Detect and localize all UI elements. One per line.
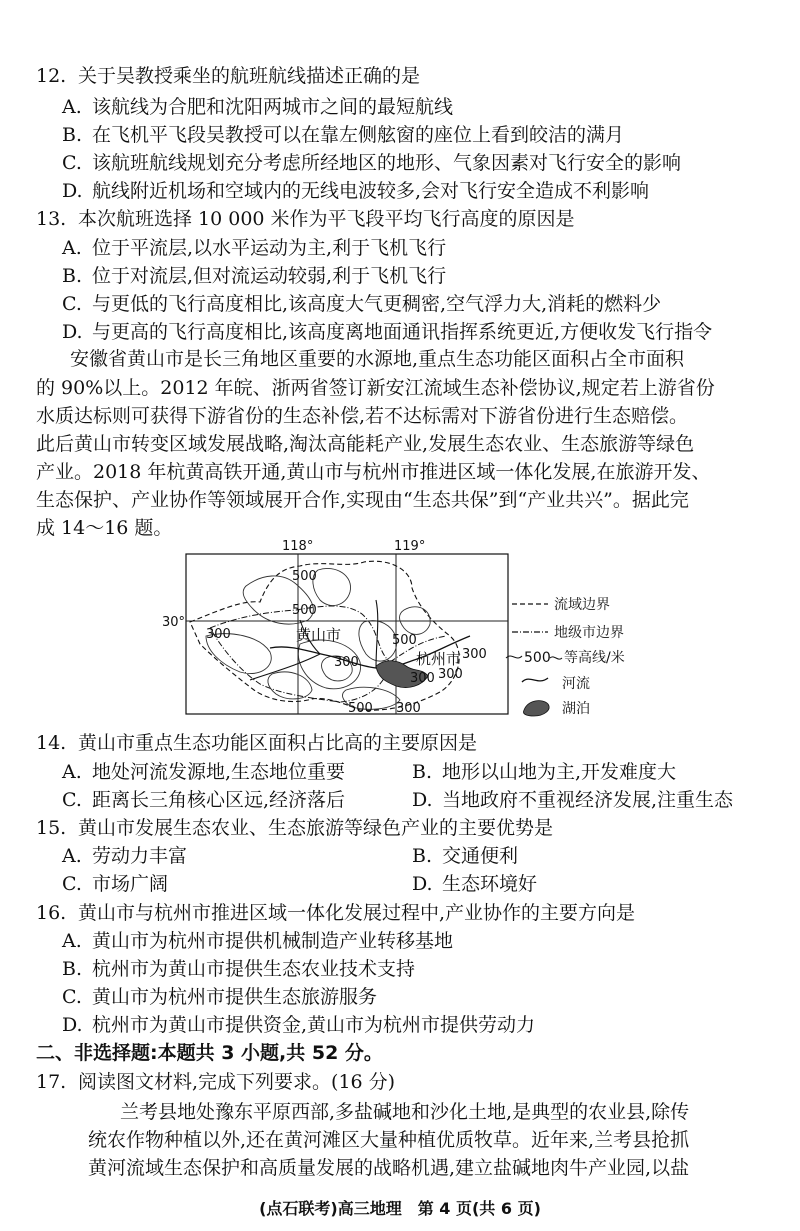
contour-label: 300 <box>462 647 487 662</box>
question-15-option-d[interactable]: D. 生态环境好 <box>412 873 538 895</box>
question-16-option-c[interactable]: C. 黄山市为杭州市提供生态旅游服务 <box>62 986 378 1008</box>
contour-label: 500 <box>392 633 417 648</box>
legend-contour-value: 500 <box>524 650 551 666</box>
page-footer: (点石联考)高三地理 第 4 页(共 6 页) <box>259 1199 541 1218</box>
city-label-huangshan: 黄山市 <box>296 626 342 644</box>
legend-watershed-label: 流域边界 <box>554 597 610 613</box>
passage-line: 产业。2018 年杭黄高铁开通,黄山市与杭州市推进区域一体化发展,在旅游开发、 <box>36 461 711 483</box>
city-label-hangzhou: 杭州市 <box>416 650 462 668</box>
question-12-option-d[interactable]: D. 航线附近机场和空域内的无线电波较多,会对飞行安全造成不利影响 <box>62 180 650 202</box>
question-13-option-b[interactable]: B. 位于对流层,但对流运动较弱,利于飞机飞行 <box>62 265 447 287</box>
contour-label: 500 <box>292 603 317 618</box>
passage-line: 水质达标则可获得下游省份的生态补偿,若不达标需对下游省份进行生态赔偿。 <box>36 405 689 427</box>
passage-line: 此后黄山市转变区域发展战略,淘汰高能耗产业,发展生态农业、生态旅游等绿色 <box>36 433 695 455</box>
question-14-option-d[interactable]: D. 当地政府不重视经济发展,注重生态 <box>412 789 734 811</box>
legend-river-label: 河流 <box>562 676 590 692</box>
question-15-stem: 15. 黄山市发展生态农业、生态旅游等绿色产业的主要优势是 <box>36 817 554 839</box>
material-line: 兰考县地处豫东平原西部,多盐碱地和沙化土地,是典型的农业县,除传 <box>120 1101 690 1123</box>
legend-river-symbol <box>522 678 548 682</box>
question-13-option-a[interactable]: A. 位于平流层,以水平运动为主,利于飞机飞行 <box>62 237 447 259</box>
contour-line <box>268 672 312 699</box>
legend-lake-symbol <box>523 701 549 716</box>
question-13-option-d[interactable]: D. 与更高的飞行高度相比,该高度离地面通讯指挥系统更近,方便收发飞行指令 <box>62 321 713 343</box>
question-16-option-d[interactable]: D. 杭州市为黄山市提供资金,黄山市为杭州市提供劳动力 <box>62 1014 536 1036</box>
passage-line: 生态保护、产业协作等领域展开合作,实现由“生态共保”到“产业共兴”。据此完 <box>36 489 689 511</box>
question-15-option-a[interactable]: A. 劳动力丰富 <box>62 845 188 867</box>
legend-lake-label: 湖泊 <box>562 701 590 717</box>
question-12-option-b[interactable]: B. 在飞机平飞段吴教授可以在靠左侧舷窗的座位上看到皎洁的满月 <box>62 124 625 146</box>
lon-label-119: 119° <box>394 540 426 554</box>
passage-line: 成 14～16 题。 <box>36 517 173 539</box>
question-13-stem: 13. 本次航班选择 10 000 米作为平飞段平均飞行高度的原因是 <box>36 208 575 230</box>
contour-label: 300 <box>206 627 231 642</box>
question-15-option-b[interactable]: B. 交通便利 <box>412 845 519 867</box>
river-tributary <box>250 654 320 680</box>
river-tributary <box>376 600 378 668</box>
legend-contour-symbol-tail <box>550 657 562 659</box>
huangshan-map <box>150 540 650 720</box>
question-16-stem: 16. 黄山市与杭州市推进区域一体化发展过程中,产业协作的主要方向是 <box>36 902 636 924</box>
contour-label: 300 <box>410 671 435 686</box>
question-15-option-c[interactable]: C. 市场广阔 <box>62 873 169 895</box>
question-12-stem: 12. 关于吴教授乘坐的航班航线描述正确的是 <box>36 65 421 87</box>
legend-contour-label: 等高线/米 <box>564 650 625 666</box>
lon-label-118: 118° <box>282 540 314 554</box>
contour-label: 500 <box>348 701 373 716</box>
question-12-option-a[interactable]: A. 该航线为合肥和沈阳两城市之间的最短航线 <box>62 96 454 118</box>
question-14-option-a[interactable]: A. 地处河流发源地,生态地位重要 <box>62 761 346 783</box>
question-16-option-a[interactable]: A. 黄山市为杭州市提供机械制造产业转移基地 <box>62 930 454 952</box>
contour-label: 300 <box>396 701 421 716</box>
passage-line: 安徽省黄山市是长三角地区重要的水源地,重点生态功能区面积占全市面积 <box>70 348 685 370</box>
lat-label-30: 30° <box>162 615 186 630</box>
question-13-option-c[interactable]: C. 与更低的飞行高度相比,该高度大气更稠密,空气浮力大,消耗的燃料少 <box>62 293 662 315</box>
question-17-stem: 17. 阅读图文材料,完成下列要求。(16 分) <box>36 1071 396 1093</box>
material-line: 黄河流域生态保护和高质量发展的战略机遇,建立盐碱地肉牛产业园,以盐 <box>88 1157 690 1179</box>
contour-line <box>313 568 351 605</box>
contour-label: 300 <box>438 667 463 682</box>
contour-label: 300 <box>334 655 359 670</box>
question-16-option-b[interactable]: B. 杭州市为黄山市提供生态农业技术支持 <box>62 958 416 980</box>
section-2-heading: 二、非选择题:本题共 3 小题,共 52 分。 <box>36 1042 383 1064</box>
contour-label: 500 <box>292 569 317 584</box>
question-14-stem: 14. 黄山市重点生态功能区面积占比高的主要原因是 <box>36 732 478 754</box>
material-line: 统农作物种植以外,还在黄河滩区大量种植优质牧草。近年来,兰考县抢抓 <box>88 1129 690 1151</box>
question-14-option-c[interactable]: C. 距离长三角核心区远,经济落后 <box>62 789 346 811</box>
question-12-option-c[interactable]: C. 该航班航线规划充分考虑所经地区的地形、气象因素对飞行安全的影响 <box>62 152 682 174</box>
passage-line: 的 90%以上。2012 年皖、浙两省签订新安江流域生态补偿协议,规定若上游省份 <box>36 377 715 399</box>
question-14-option-b[interactable]: B. 地形以山地为主,开发难度大 <box>412 761 677 783</box>
legend-prefecture-label: 地级市边界 <box>554 625 624 641</box>
